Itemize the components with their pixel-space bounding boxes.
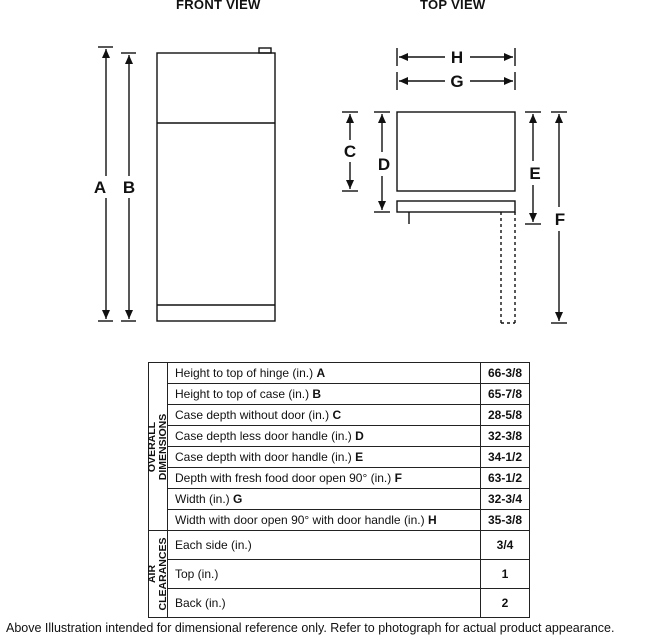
- table-row: [149, 560, 530, 589]
- front-view-title: FRONT VIEW: [176, 0, 261, 12]
- row-value: 28-5/8: [481, 405, 530, 426]
- dimension-g-label: G: [450, 72, 464, 91]
- footnote: Above Illustration intended for dimensional reference only. Refer to photograph for actual product appearance.: [6, 621, 615, 635]
- row-label: Case depth less door handle (in.) D: [168, 426, 481, 447]
- top-view-title: TOP VIEW: [420, 0, 486, 12]
- dimension-b-label: B: [122, 178, 136, 197]
- dimension-a-label: A: [93, 178, 107, 197]
- row-value: 32-3/4: [481, 489, 530, 510]
- row-label: Width with door open 90° with door handle (in.) H: [168, 510, 481, 531]
- dimension-c-label: C: [343, 142, 357, 161]
- row-value: 2: [481, 589, 530, 618]
- table-row: [149, 405, 530, 426]
- overall-dimensions-group: OVERALL DIMENSIONS: [149, 363, 168, 531]
- row-label: Height to top of hinge (in.) A: [168, 363, 481, 384]
- dimension-h-label: H: [450, 48, 464, 67]
- table-row: [149, 510, 530, 531]
- row-value: 34-1/2: [481, 447, 530, 468]
- row-label: Height to top of case (in.) B: [168, 384, 481, 405]
- dimension-f-label: F: [554, 210, 566, 229]
- case-top-outline: [397, 112, 515, 191]
- table-row: [149, 468, 530, 489]
- air-clearances-group: AIR CLEARANCES: [149, 531, 168, 618]
- row-value: 66-3/8: [481, 363, 530, 384]
- table-row: [149, 531, 530, 560]
- fridge-front-outline: [157, 53, 275, 321]
- top-hinge: [259, 48, 271, 53]
- table-row: [149, 363, 530, 384]
- row-label: Case depth without door (in.) C: [168, 405, 481, 426]
- row-label: Case depth with door handle (in.) E: [168, 447, 481, 468]
- row-label: Back (in.): [168, 589, 481, 618]
- row-label: Depth with fresh food door open 90° (in.) F: [168, 468, 481, 489]
- row-label: Each side (in.): [168, 531, 481, 560]
- table-row: [149, 589, 530, 618]
- door-top-outline: [397, 201, 515, 212]
- row-value: 32-3/8: [481, 426, 530, 447]
- table-row: [149, 447, 530, 468]
- row-value: 3/4: [481, 531, 530, 560]
- row-value: 65-7/8: [481, 384, 530, 405]
- row-value: 1: [481, 560, 530, 589]
- table-row: [149, 489, 530, 510]
- table-row: [149, 384, 530, 405]
- row-label: Width (in.) G: [168, 489, 481, 510]
- door-open-dashed: [501, 212, 515, 323]
- dimension-d-label: D: [377, 155, 391, 174]
- dimension-e-label: E: [529, 164, 541, 183]
- row-value: 35-3/8: [481, 510, 530, 531]
- row-label: Top (in.): [168, 560, 481, 589]
- dimensions-table: [148, 362, 530, 618]
- table-row: [149, 426, 530, 447]
- row-value: 63-1/2: [481, 468, 530, 489]
